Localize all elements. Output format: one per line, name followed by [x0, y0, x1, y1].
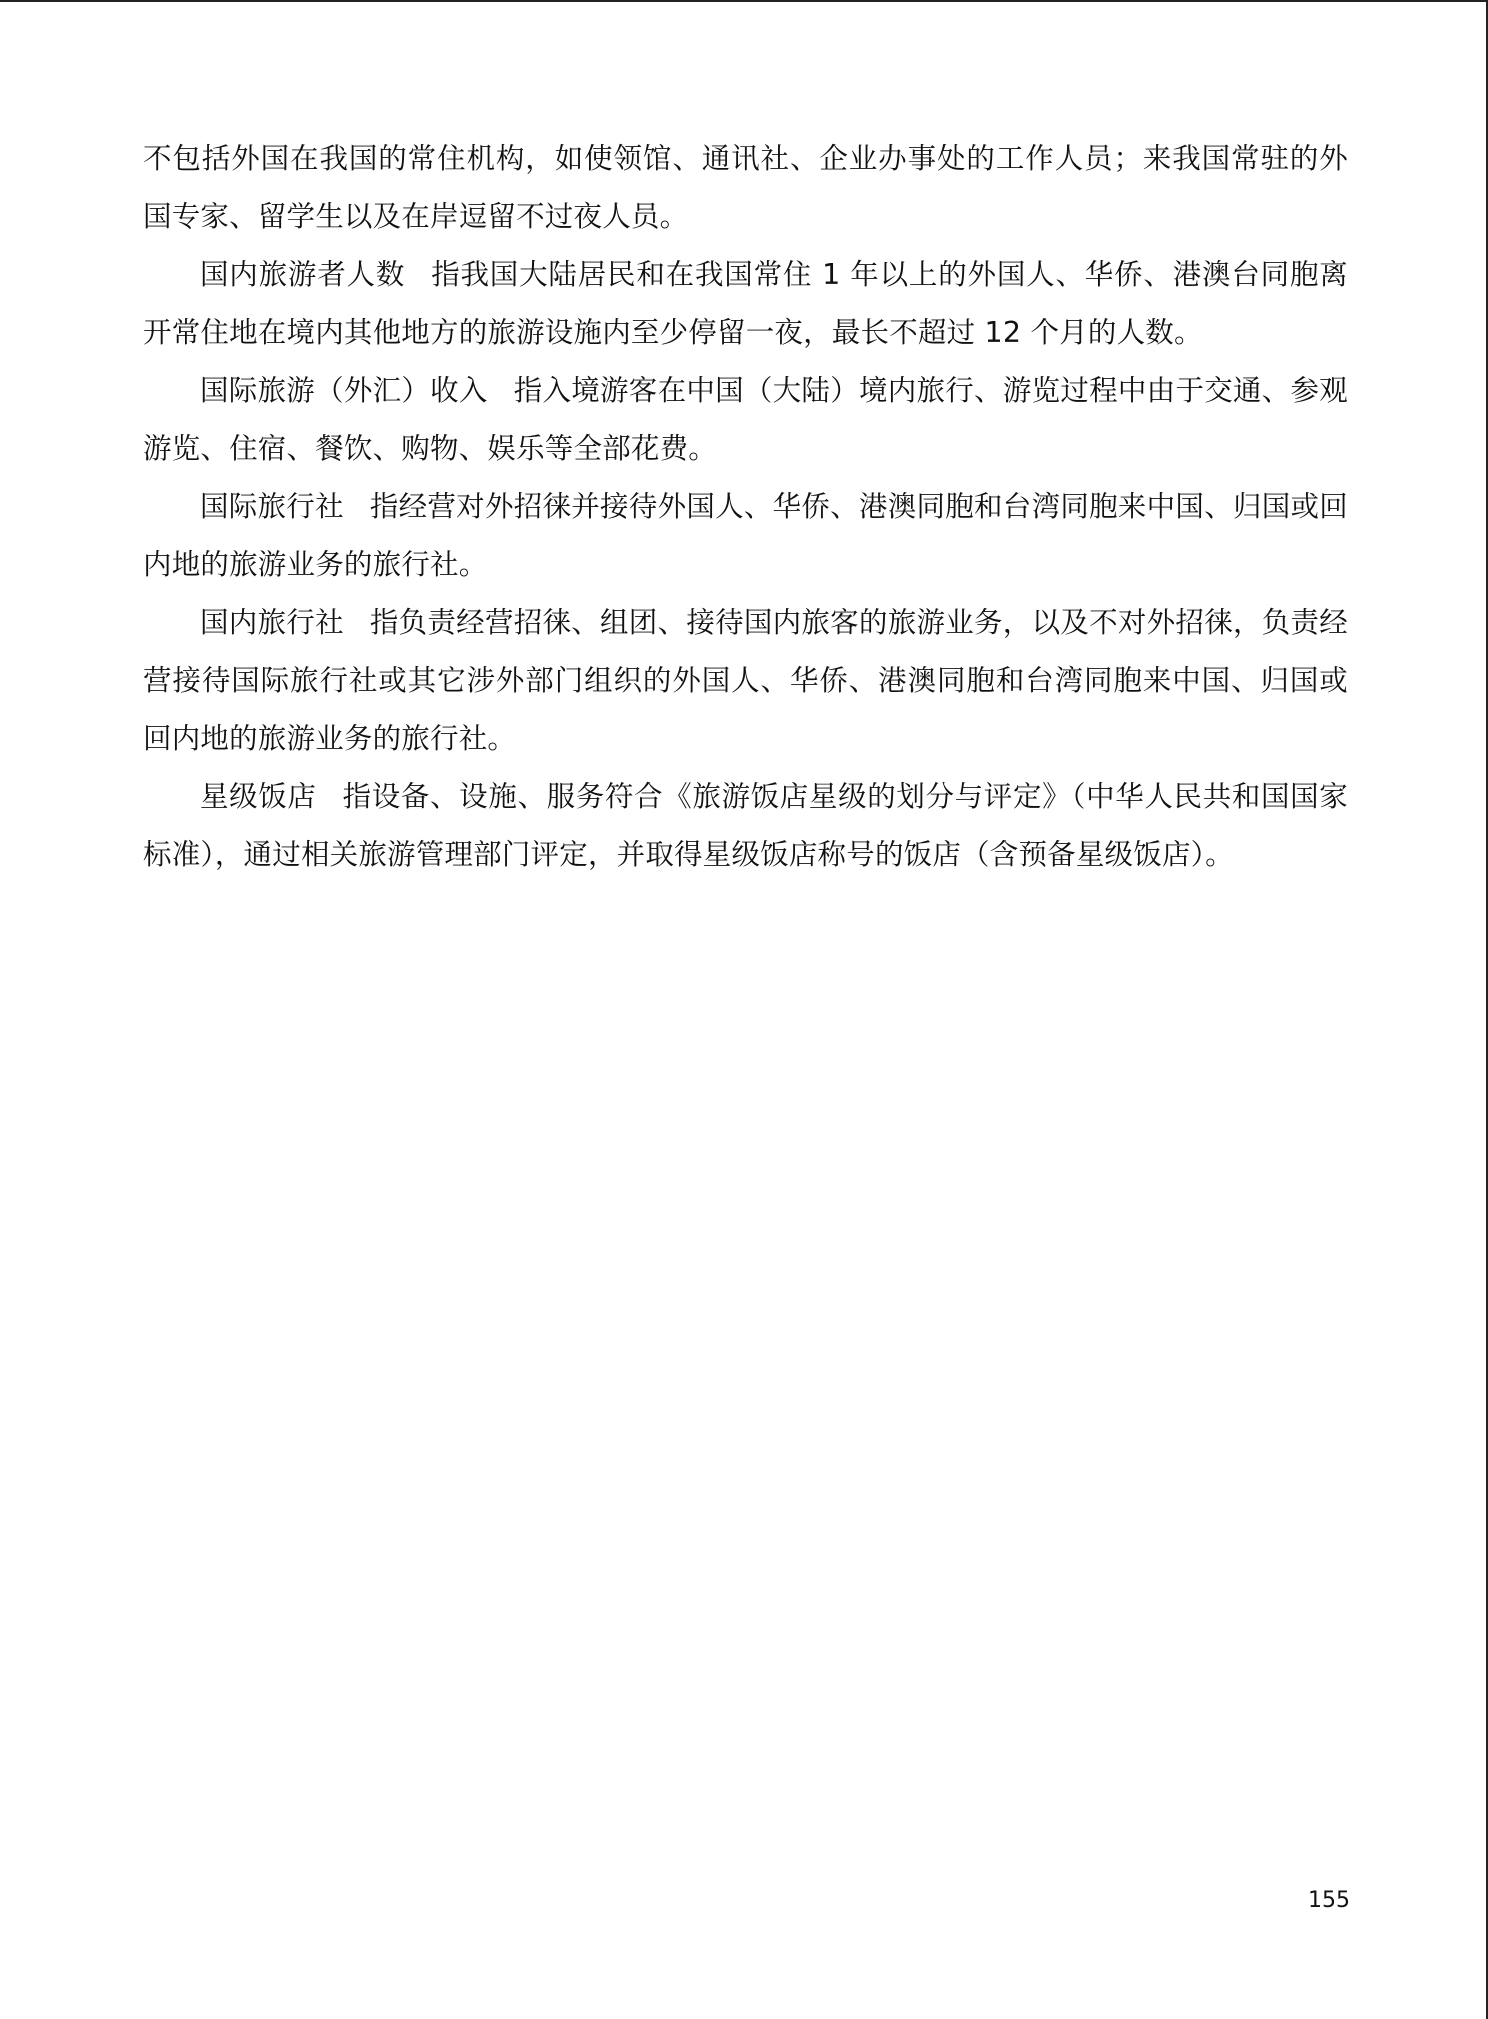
paragraph-text: 指负责经营招徕、组团、接待国内旅客的旅游业务，以及不对外招徕，负责经营接待国际旅行社或其它涉外部门组织的外国人、华侨、港澳同胞和台湾同胞来中国、归国或回内地的旅游业务的旅行社。 [143, 606, 1348, 755]
paragraph-text: 指经营对外招徕并接待外国人、华侨、港澳同胞和台湾同胞来中国、归国或回内地的旅游业务的旅行社。 [143, 490, 1348, 581]
paragraph-star-rated-hotel [143, 768, 1348, 884]
paragraph-text: 指设备、设施、服务符合《旅游饭店星级的划分与评定》（中华人民共和国国家标准），通过相关旅游管理部门评定，并取得星级饭店称号的饭店（含预备星级饭店）。 [143, 780, 1348, 871]
paragraph-text: 不包括外国在我国的常住机构，如使领馆、通讯社、企业办事处的工作人员；来我国常驻的外国专家、留学生以及在岸逗留不过夜人员。 [143, 142, 1348, 233]
paragraph-domestic-travel-agency [143, 594, 1348, 768]
paragraph-text: 指入境游客在中国（大陆）境内旅行、游览过程中由于交通、参观游览、住宿、餐饮、购物、娱乐等全部花费。 [143, 374, 1348, 465]
paragraph-text: 指我国大陆居民和在我国常住 1 年以上的外国人、华侨、港澳台同胞离开常住地在境内其他地方的旅游设施内至少停留一夜，最长不超过 12 个月的人数。 [143, 258, 1348, 349]
paragraph-international-travel-agency [143, 478, 1348, 594]
term-heading: 国内旅行社 [200, 606, 344, 639]
paragraph-international-tourism-income [143, 362, 1348, 478]
term-heading: 国际旅游（外汇）收入 [200, 374, 488, 407]
term-heading: 国际旅行社 [200, 490, 344, 523]
page-number: 155 [1308, 1888, 1350, 1913]
term-heading: 国内旅游者人数 [200, 258, 406, 291]
paragraph-continuation [143, 130, 1348, 246]
document-body [143, 130, 1348, 884]
top-border-rule [0, 0, 1488, 2]
paragraph-domestic-tourist-count [143, 246, 1348, 362]
term-heading: 星级饭店 [200, 780, 317, 813]
